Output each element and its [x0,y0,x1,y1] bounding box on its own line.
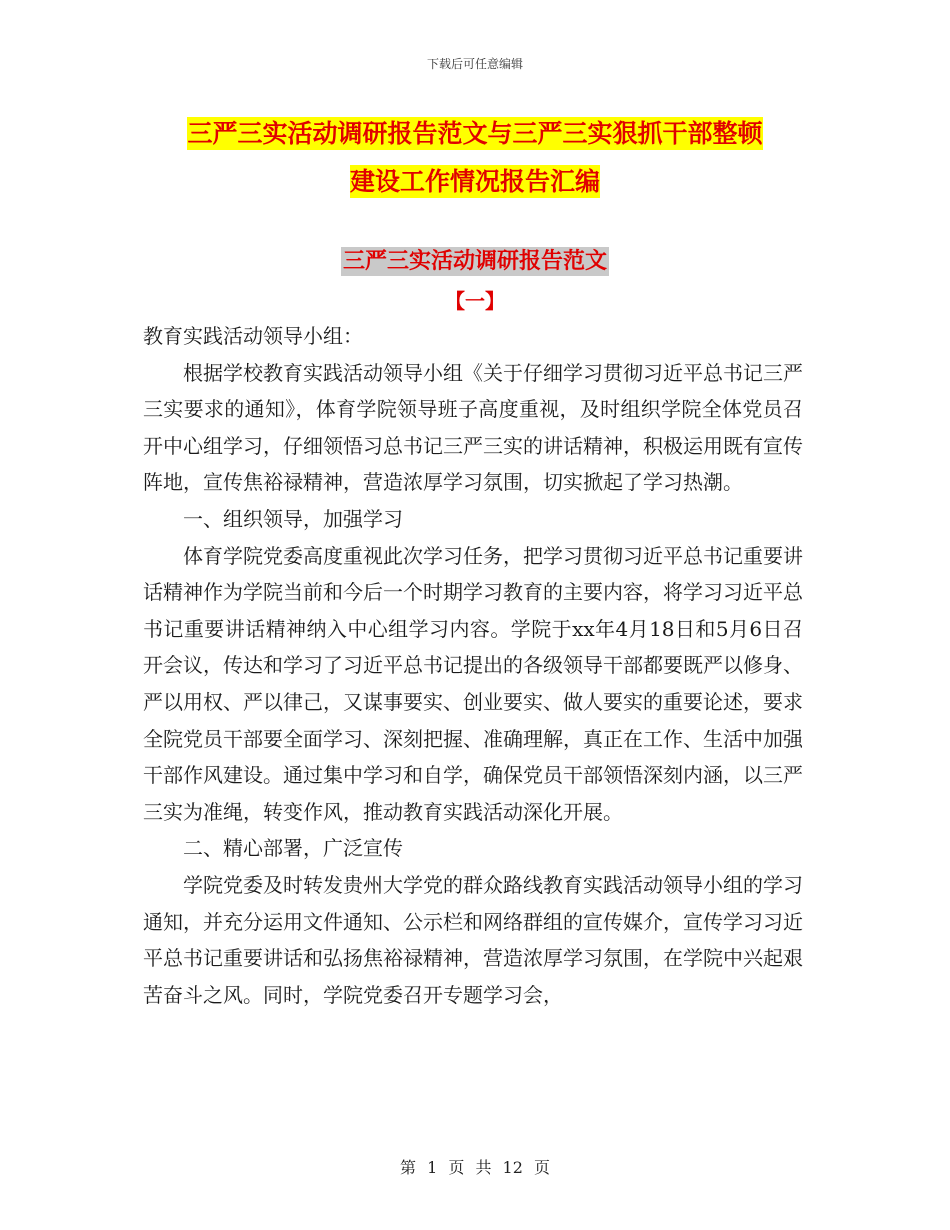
document-title-line-2: 建设工作情况报告汇编 [349,167,600,196]
section-title [0,245,950,279]
paragraph-deployment: 学院党委及时转发贵州大学党的群众路线教育实践活动领导小组的学习通知，并充分运用文件通知、公示栏和网络群组的宣传媒介，宣传学习习近平总书记重要讲话和弘扬焦裕禄精神，营造浓厚学习氛围，在学院中兴起艰苦奋斗之风。同时，学院党委召开专题学习会， [143,872,803,1007]
salutation: 教育实践活动领导小组： [143,324,363,348]
document-title-line-1: 三严三实活动调研报告范文与三严三实狠抓干部整顿 [187,119,763,148]
paragraph-intro: 根据学校教育实践活动领导小组《关于仔细学习贯彻习近平总书记三严三实要求的通知》，体育学院领导班子高度重视，及时组织学院全体党员召开中心组学习，仔细领悟习总书记三严三实的讲话精神，积极运用既有宣传阵地，宣传焦裕禄精神，营造浓厚学习氛围，切实掀起了学习热潮。 [143,360,803,495]
header-note: 下载后可任意编辑 [426,57,523,71]
paragraph-organization: 体育学院党委高度重视此次学习任务，把学习贯彻习近平总书记重要讲话精神作为学院当前和今后一个时期学习教育的主要内容，将学习习近平总书记重要讲话精神纳入中心组学习内容。学院于xx年4月18日和5月6日召开会议，传达和学习了习近平总书记提出的各级领导干部都要既严以修身、严以用权、严以律己，又谋事要实、创业要实、做人要实的重要论述，要求全院党员干部要全面学习、深刻把握、准确理解，真正在工作、生活中加强干部作风建设。通过集中学习和自学，确保党员干部领悟深刻内涵，以三严三实为准绳，转变作风，推动教育实践活动深化开展。 [143,543,803,824]
heading-deployment: 二、精心部署，广泛宣传 [183,836,403,861]
document-title [140,110,810,206]
document-body [143,318,803,1013]
heading-organization: 一、组织领导，加强学习 [183,506,403,531]
part-label: 【一】 [445,289,505,313]
section-title-text: 三严三实活动调研报告范文 [342,249,607,274]
page-footer: 第 1 页 共 12 页 [400,1158,550,1177]
